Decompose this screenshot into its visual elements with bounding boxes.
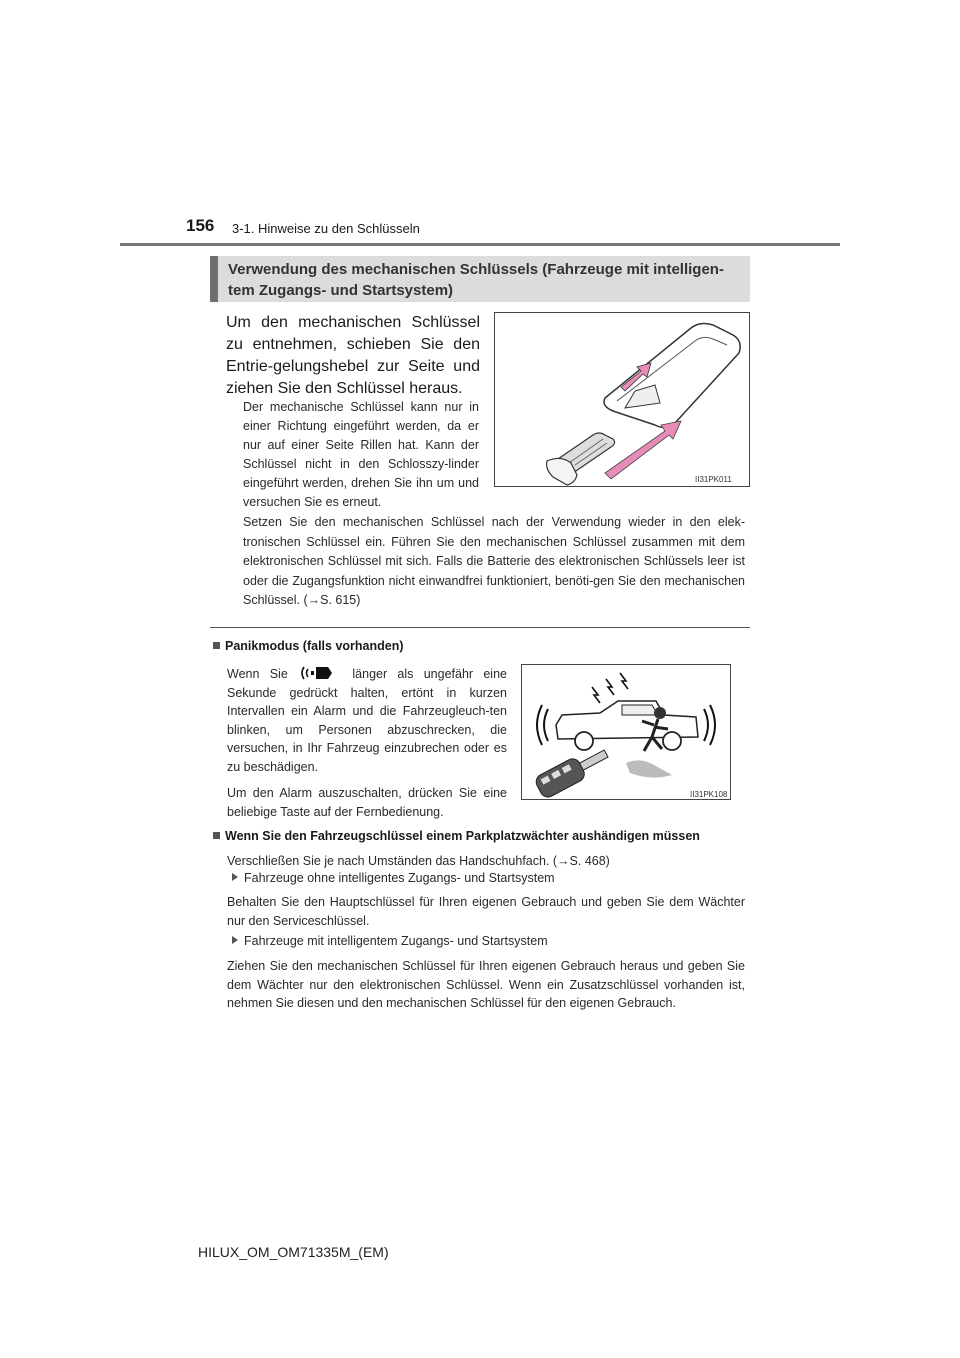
panic-mode-figure (521, 664, 731, 800)
valet-intro: Verschließen Sie je nach Umständen das Handschuhfach. (→S. 468) (227, 854, 610, 868)
valet-text-2: Ziehen Sie den mechanischen Schlüssel für Ihren eigenen Gebrauch heraus und geben Sie dem Wächter nur den elektronischen Schlüssel. Wenn ein Zusatzschlüssel vorhanden ist, nehmen Sie diesen und den mechanischen Schlüssel für den eigenen Gebrauch. (227, 959, 745, 1010)
document-code: HILUX_OM_OM71335M_(EM) (198, 1244, 389, 1260)
panic-mode-heading-text: Panikmodus (falls vorhanden) (225, 639, 404, 653)
section-title (210, 256, 750, 302)
valet-bullet-1 (232, 871, 555, 885)
key-removal-illustration (495, 313, 751, 488)
page-number: 156 (186, 216, 215, 235)
panic-mode-text-2: Um den Alarm auszuschalten, drücken Sie eine beliebige Taste auf der Fernbedienung. (227, 786, 507, 819)
section-label: 3-1. Hinweise zu den Schlüsseln (232, 221, 420, 236)
figure-code: II31PK108 (690, 790, 728, 799)
valet-heading (213, 829, 753, 843)
valet-text-1: Behalten Sie den Hauptschlüssel für Ihren eigenen Gebrauch und geben Sie dem Wächter nur den Serviceschlüssel. (227, 895, 745, 928)
mechanical-key-lead: Um den mechanischen Schlüssel zu entnehmen, schieben Sie den Entrie-gelungshebel zur Seite und ziehen Sie den Schlüssel heraus. (226, 314, 480, 397)
key-removal-figure (494, 312, 750, 487)
triangle-bullet-icon (232, 873, 238, 881)
panic-mode-heading (213, 639, 404, 653)
valet-bullet-1-text: Fahrzeuge ohne intelligentes Zugangs- und Startsystem (244, 871, 555, 885)
panic-mode-illustration (522, 665, 732, 801)
square-bullet-icon (213, 642, 220, 649)
section-title-line-1: Verwendung des mechanischen Schlüssels (Fahrzeuge mit intelligen- (228, 261, 724, 278)
square-bullet-icon (213, 832, 220, 839)
triangle-bullet-icon (232, 936, 238, 944)
valet-bullet-2-text: Fahrzeuge mit intelligentem Zugangs- und Startsystem (244, 934, 548, 948)
panic-text-before-icon: Wenn Sie (227, 667, 288, 681)
panic-button-icon (298, 665, 342, 681)
header-divider (120, 243, 840, 246)
panic-text-after-icon: länger als ungefähr eine Sekunde gedrückt halten, ertönt in kurzen Intervallen ein Alarm und die Fahrzeugleuch-ten blinken, um Personen abzuschrecken, die versuchen, in Ihr Fahrzeug einzubrechen oder es zu beschädigen. (227, 667, 507, 774)
section-title-line-2: tem Zugangs- und Startsystem) (228, 282, 454, 299)
mechanical-key-paragraph: Setzen Sie den mechanischen Schlüssel nach der Verwendung wieder in den elek-tronischen Schlüssel ein. Führen Sie den mechanischen Schlüssel zusammen mit dem elektronischen Schlüssel mit sich. Falls die Batterie des elektronischen Schlüssels leer ist oder die Zugangsfunktion nicht einwandfrei funktioniert, benöti-gen Sie den mechanischen Schlüssel. (→S. 615) (243, 515, 745, 607)
section-divider (210, 627, 750, 628)
figure-code: II31PK011 (695, 475, 732, 484)
mechanical-key-note: Der mechanische Schlüssel kann nur in einer Richtung eingeführt werden, da er nur auf einer Seite Rillen hat. Kann der Schlüssel nicht in den Schlosszy-linder eingeführt werden, drehen Sie ihn um und versuchen Sie es erneut. (243, 400, 479, 509)
valet-heading-text: Wenn Sie den Fahrzeugschlüssel einem Parkplatzwächter aushändigen müssen (225, 829, 700, 843)
valet-bullet-2 (232, 934, 548, 948)
panic-mode-text (227, 665, 507, 829)
